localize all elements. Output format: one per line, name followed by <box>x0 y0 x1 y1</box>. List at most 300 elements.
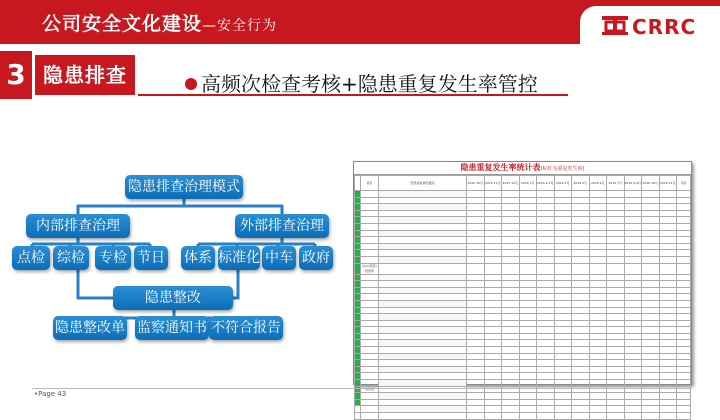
table-cell <box>467 347 485 354</box>
category-cell <box>361 380 379 387</box>
table-cell <box>589 263 607 274</box>
table-cell <box>677 353 691 360</box>
table-cell <box>677 204 691 211</box>
table-cell <box>502 210 520 217</box>
table-cell <box>659 393 677 400</box>
category-cell <box>361 197 379 204</box>
table-cell <box>484 237 502 244</box>
table-cell <box>677 333 691 340</box>
table-cell <box>642 406 660 413</box>
table-cell <box>642 320 660 327</box>
table-cell <box>467 333 485 340</box>
table-row <box>355 373 691 380</box>
table-row <box>355 204 691 211</box>
table-cell <box>677 197 691 204</box>
table-cell <box>572 314 590 321</box>
table-cell <box>519 413 537 420</box>
table-cell <box>467 300 485 307</box>
header-month: 2016 1月 <box>519 176 537 191</box>
table-cell <box>502 300 520 307</box>
table-cell <box>607 340 625 347</box>
table-cell <box>589 250 607 257</box>
table-cell <box>484 413 502 420</box>
table-cell <box>624 243 642 250</box>
node-internal-item: 专检 <box>95 246 131 270</box>
table-row <box>355 340 691 347</box>
table-cell <box>607 333 625 340</box>
table-cell <box>607 353 625 360</box>
table-row <box>355 366 691 373</box>
table-cell <box>572 327 590 334</box>
table-cell <box>537 320 555 327</box>
table-cell <box>607 327 625 334</box>
table-cell <box>537 314 555 321</box>
table-cell <box>554 204 572 211</box>
table-row <box>355 210 691 217</box>
table-cell <box>589 360 607 367</box>
table-cell <box>642 204 660 211</box>
table-cell <box>379 380 467 387</box>
table-cell <box>572 243 590 250</box>
table-cell <box>379 347 467 354</box>
table-cell <box>379 327 467 334</box>
table-cell <box>677 380 691 387</box>
table-cell <box>484 360 502 367</box>
table-cell <box>502 263 520 274</box>
table-cell <box>467 320 485 327</box>
table-cell <box>572 333 590 340</box>
table-row <box>355 413 691 420</box>
page-number: •Page 43 <box>34 390 67 398</box>
table-cell <box>677 399 691 406</box>
table-cell <box>572 197 590 204</box>
table-cell <box>502 333 520 340</box>
table-cell <box>502 353 520 360</box>
table-cell <box>624 360 642 367</box>
table-cell <box>484 263 502 274</box>
table-cell <box>484 327 502 334</box>
table-cell <box>572 281 590 288</box>
table-cell <box>467 307 485 314</box>
table-cell <box>502 243 520 250</box>
header-month: 2016 10月 <box>642 176 660 191</box>
table-row <box>355 237 691 244</box>
table-cell <box>659 333 677 340</box>
table-cell <box>502 347 520 354</box>
table-cell <box>659 263 677 274</box>
logo-text: CRRC <box>632 15 697 39</box>
table-cell <box>589 294 607 301</box>
table-cell <box>502 256 520 263</box>
table-cell <box>624 413 642 420</box>
table-cell <box>379 217 467 224</box>
table-cell <box>502 281 520 288</box>
category-cell <box>361 230 379 237</box>
table-cell <box>519 243 537 250</box>
table-cell <box>502 320 520 327</box>
table-cell <box>379 237 467 244</box>
table-cell <box>677 263 691 274</box>
table-cell <box>554 243 572 250</box>
table-cell <box>537 366 555 373</box>
table-cell <box>519 373 537 380</box>
table-cell <box>554 307 572 314</box>
category-cell <box>361 373 379 380</box>
table-cell <box>677 406 691 413</box>
table-cell <box>519 347 537 354</box>
table-cell <box>519 393 537 400</box>
table-cell <box>677 191 691 198</box>
table-cell <box>467 380 485 387</box>
table-cell <box>484 287 502 294</box>
table-row <box>355 406 691 413</box>
table-cell <box>677 217 691 224</box>
table-cell <box>502 230 520 237</box>
table-cell <box>502 399 520 406</box>
table-cell <box>554 340 572 347</box>
category-cell <box>361 223 379 230</box>
table-cell <box>589 333 607 340</box>
table-cell <box>642 230 660 237</box>
bullet-headline: 高频次检查考核+隐患重复发生率管控 <box>185 68 538 97</box>
table-cell <box>467 327 485 334</box>
table-row <box>355 327 691 334</box>
table-cell <box>589 287 607 294</box>
table-cell <box>502 406 520 413</box>
section-number: 3 <box>0 51 32 99</box>
table-cell <box>379 197 467 204</box>
category-cell <box>361 347 379 354</box>
table-cell <box>379 413 467 420</box>
table-cell <box>659 281 677 288</box>
table-cell <box>537 380 555 387</box>
table-row <box>355 307 691 314</box>
table-cell <box>589 320 607 327</box>
table-cell <box>554 281 572 288</box>
table-cell <box>589 300 607 307</box>
table-cell <box>624 366 642 373</box>
table-cell <box>537 406 555 413</box>
table-cell <box>572 287 590 294</box>
table-cell <box>502 413 520 420</box>
table-cell <box>572 373 590 380</box>
table-cell <box>677 413 691 420</box>
table-cell <box>589 373 607 380</box>
table-cell <box>642 314 660 321</box>
table-cell <box>467 243 485 250</box>
table-cell <box>607 294 625 301</box>
table-cell <box>659 287 677 294</box>
table-cell <box>677 307 691 314</box>
table-cell <box>467 223 485 230</box>
table-cell <box>467 191 485 198</box>
table-cell <box>677 281 691 288</box>
table-cell <box>379 210 467 217</box>
table-cell <box>379 333 467 340</box>
table-cell <box>519 237 537 244</box>
table-cell <box>659 223 677 230</box>
table-cell <box>379 230 467 237</box>
table-cell <box>554 406 572 413</box>
header-subtitle: —安全行为 <box>202 18 278 34</box>
table-cell <box>607 217 625 224</box>
header-month: 2016 6月 <box>589 176 607 191</box>
table-cell <box>642 281 660 288</box>
table-cell <box>519 274 537 281</box>
table-cell <box>607 197 625 204</box>
table-cell <box>519 314 537 321</box>
category-cell <box>361 217 379 224</box>
table-cell <box>572 256 590 263</box>
table-cell <box>659 406 677 413</box>
table-cell <box>554 287 572 294</box>
table-cell <box>677 274 691 281</box>
table-cell <box>642 274 660 281</box>
table-cell <box>659 250 677 257</box>
table-cell <box>519 353 537 360</box>
header-month: 2016 11月 <box>659 176 677 191</box>
node-external-item: 标准化 <box>218 246 260 270</box>
table-cell <box>379 366 467 373</box>
table-cell <box>642 347 660 354</box>
table-cell <box>659 353 677 360</box>
table-cell <box>589 314 607 321</box>
table-row <box>355 380 691 387</box>
table-cell <box>642 287 660 294</box>
table-cell <box>519 191 537 198</box>
table-cell <box>484 223 502 230</box>
table-cell <box>467 237 485 244</box>
table-cell <box>624 250 642 257</box>
table-cell <box>659 294 677 301</box>
table-cell <box>537 210 555 217</box>
table-cell <box>379 243 467 250</box>
table-cell <box>554 191 572 198</box>
table-cell <box>502 274 520 281</box>
table-cell <box>554 274 572 281</box>
header-month: 2015 11月 <box>484 176 502 191</box>
table-cell <box>572 320 590 327</box>
table-cell <box>589 399 607 406</box>
header-month: 2015 10月 <box>467 176 485 191</box>
table-cell <box>642 340 660 347</box>
category-cell <box>361 406 379 413</box>
table-cell <box>607 230 625 237</box>
table-cell <box>554 237 572 244</box>
table-cell <box>519 340 537 347</box>
table-cell <box>659 340 677 347</box>
table-cell <box>484 353 502 360</box>
header-month: 2015 12月 <box>502 176 520 191</box>
table-cell <box>537 204 555 211</box>
table-cell <box>572 360 590 367</box>
table-cell <box>607 393 625 400</box>
table-cell <box>677 256 691 263</box>
table-cell <box>624 380 642 387</box>
table-cell <box>379 300 467 307</box>
table-cell <box>537 250 555 257</box>
table-row <box>355 217 691 224</box>
table-cell <box>537 263 555 274</box>
table-cell <box>607 263 625 274</box>
repeat-rate-table <box>353 161 692 385</box>
table-cell <box>537 353 555 360</box>
table-cell <box>379 353 467 360</box>
category-cell <box>361 274 379 281</box>
table-cell <box>607 223 625 230</box>
table-cell <box>467 399 485 406</box>
table-cell <box>484 191 502 198</box>
table-cell <box>379 360 467 367</box>
node-internal-item: 点检 <box>12 246 50 270</box>
table-cell <box>537 413 555 420</box>
table-cell <box>572 237 590 244</box>
header-desc: 隐患排查情况描述 <box>379 176 467 191</box>
table-cell <box>659 360 677 367</box>
table-cell <box>554 327 572 334</box>
table-cell <box>624 314 642 321</box>
table-cell <box>589 380 607 387</box>
table-cell <box>484 366 502 373</box>
table-cell <box>572 217 590 224</box>
node-internal: 内部排查治理 <box>26 214 130 238</box>
table-cell <box>537 340 555 347</box>
table-cell <box>642 333 660 340</box>
table-cell <box>379 223 467 230</box>
table-cell <box>607 314 625 321</box>
table-cell <box>607 210 625 217</box>
table-cell <box>467 406 485 413</box>
table-cell <box>624 294 642 301</box>
table-cell <box>537 237 555 244</box>
table-cell <box>659 300 677 307</box>
table-cell <box>607 237 625 244</box>
table-cell <box>589 230 607 237</box>
table-row <box>355 294 691 301</box>
table-cell <box>642 217 660 224</box>
table-cell <box>624 197 642 204</box>
table-cell <box>642 327 660 334</box>
table-cell <box>519 366 537 373</box>
table-cell <box>502 393 520 400</box>
table-cell <box>589 217 607 224</box>
table-cell <box>677 393 691 400</box>
table-cell <box>677 360 691 367</box>
table-cell <box>589 340 607 347</box>
table-cell <box>624 406 642 413</box>
table-cell <box>659 380 677 387</box>
table-cell <box>519 223 537 230</box>
table-cell <box>537 230 555 237</box>
table-cell <box>554 366 572 373</box>
category-cell <box>361 210 379 217</box>
table-cell <box>519 197 537 204</box>
table-cell <box>484 300 502 307</box>
table-cell <box>659 243 677 250</box>
table-cell <box>607 380 625 387</box>
table-cell <box>607 281 625 288</box>
table-cell <box>554 347 572 354</box>
table-cell <box>467 250 485 257</box>
table-cell <box>502 287 520 294</box>
table-cell <box>502 223 520 230</box>
table-row <box>355 314 691 321</box>
table-cell <box>519 320 537 327</box>
table-cell <box>484 210 502 217</box>
table-cell <box>502 307 520 314</box>
table-cell <box>519 360 537 367</box>
table-cell <box>659 256 677 263</box>
table-cell <box>554 250 572 257</box>
table-cell <box>642 353 660 360</box>
table-cell <box>659 217 677 224</box>
section-title: 隐患排查 <box>35 55 135 95</box>
table-cell <box>589 307 607 314</box>
table-cell <box>484 230 502 237</box>
table-cell <box>677 250 691 257</box>
table-cell <box>607 360 625 367</box>
table-cell <box>502 197 520 204</box>
table-cell <box>677 373 691 380</box>
table-cell <box>537 281 555 288</box>
table-cell <box>572 210 590 217</box>
table-cell <box>624 307 642 314</box>
table-cell <box>589 223 607 230</box>
node-output: 不符合报告 <box>209 316 283 340</box>
table-cell <box>659 210 677 217</box>
table-row <box>355 287 691 294</box>
table-cell <box>589 274 607 281</box>
table-cell <box>537 256 555 263</box>
table-cell <box>537 274 555 281</box>
table-cell <box>624 256 642 263</box>
table-header-row <box>355 176 691 191</box>
table-cell <box>659 320 677 327</box>
table-cell <box>379 294 467 301</box>
header-year: 年度 <box>677 176 691 191</box>
table-cell <box>484 217 502 224</box>
table-cell <box>379 191 467 198</box>
table-cell <box>537 223 555 230</box>
table-cell <box>589 406 607 413</box>
table-body <box>354 175 691 420</box>
table-cell <box>659 237 677 244</box>
category-cell: 动力(隐患)隐患项 <box>362 263 377 273</box>
table-cell <box>554 314 572 321</box>
table-cell <box>677 327 691 334</box>
table-cell <box>589 413 607 420</box>
table-cell <box>659 314 677 321</box>
table-row <box>355 230 691 237</box>
table-cell <box>467 294 485 301</box>
table-cell <box>677 243 691 250</box>
table-cell <box>572 250 590 257</box>
table-cell <box>502 237 520 244</box>
table-cell <box>642 223 660 230</box>
table-cell <box>624 287 642 294</box>
table-cell <box>572 366 590 373</box>
table-cell <box>379 307 467 314</box>
table-cell <box>589 281 607 288</box>
table-cell <box>624 263 642 274</box>
table-note: (标红为重复发生项) <box>540 166 585 172</box>
table-cell <box>642 237 660 244</box>
table-cell <box>624 204 642 211</box>
table-cell <box>467 230 485 237</box>
table-cell <box>467 204 485 211</box>
table-cell <box>624 399 642 406</box>
table-cell <box>607 250 625 257</box>
